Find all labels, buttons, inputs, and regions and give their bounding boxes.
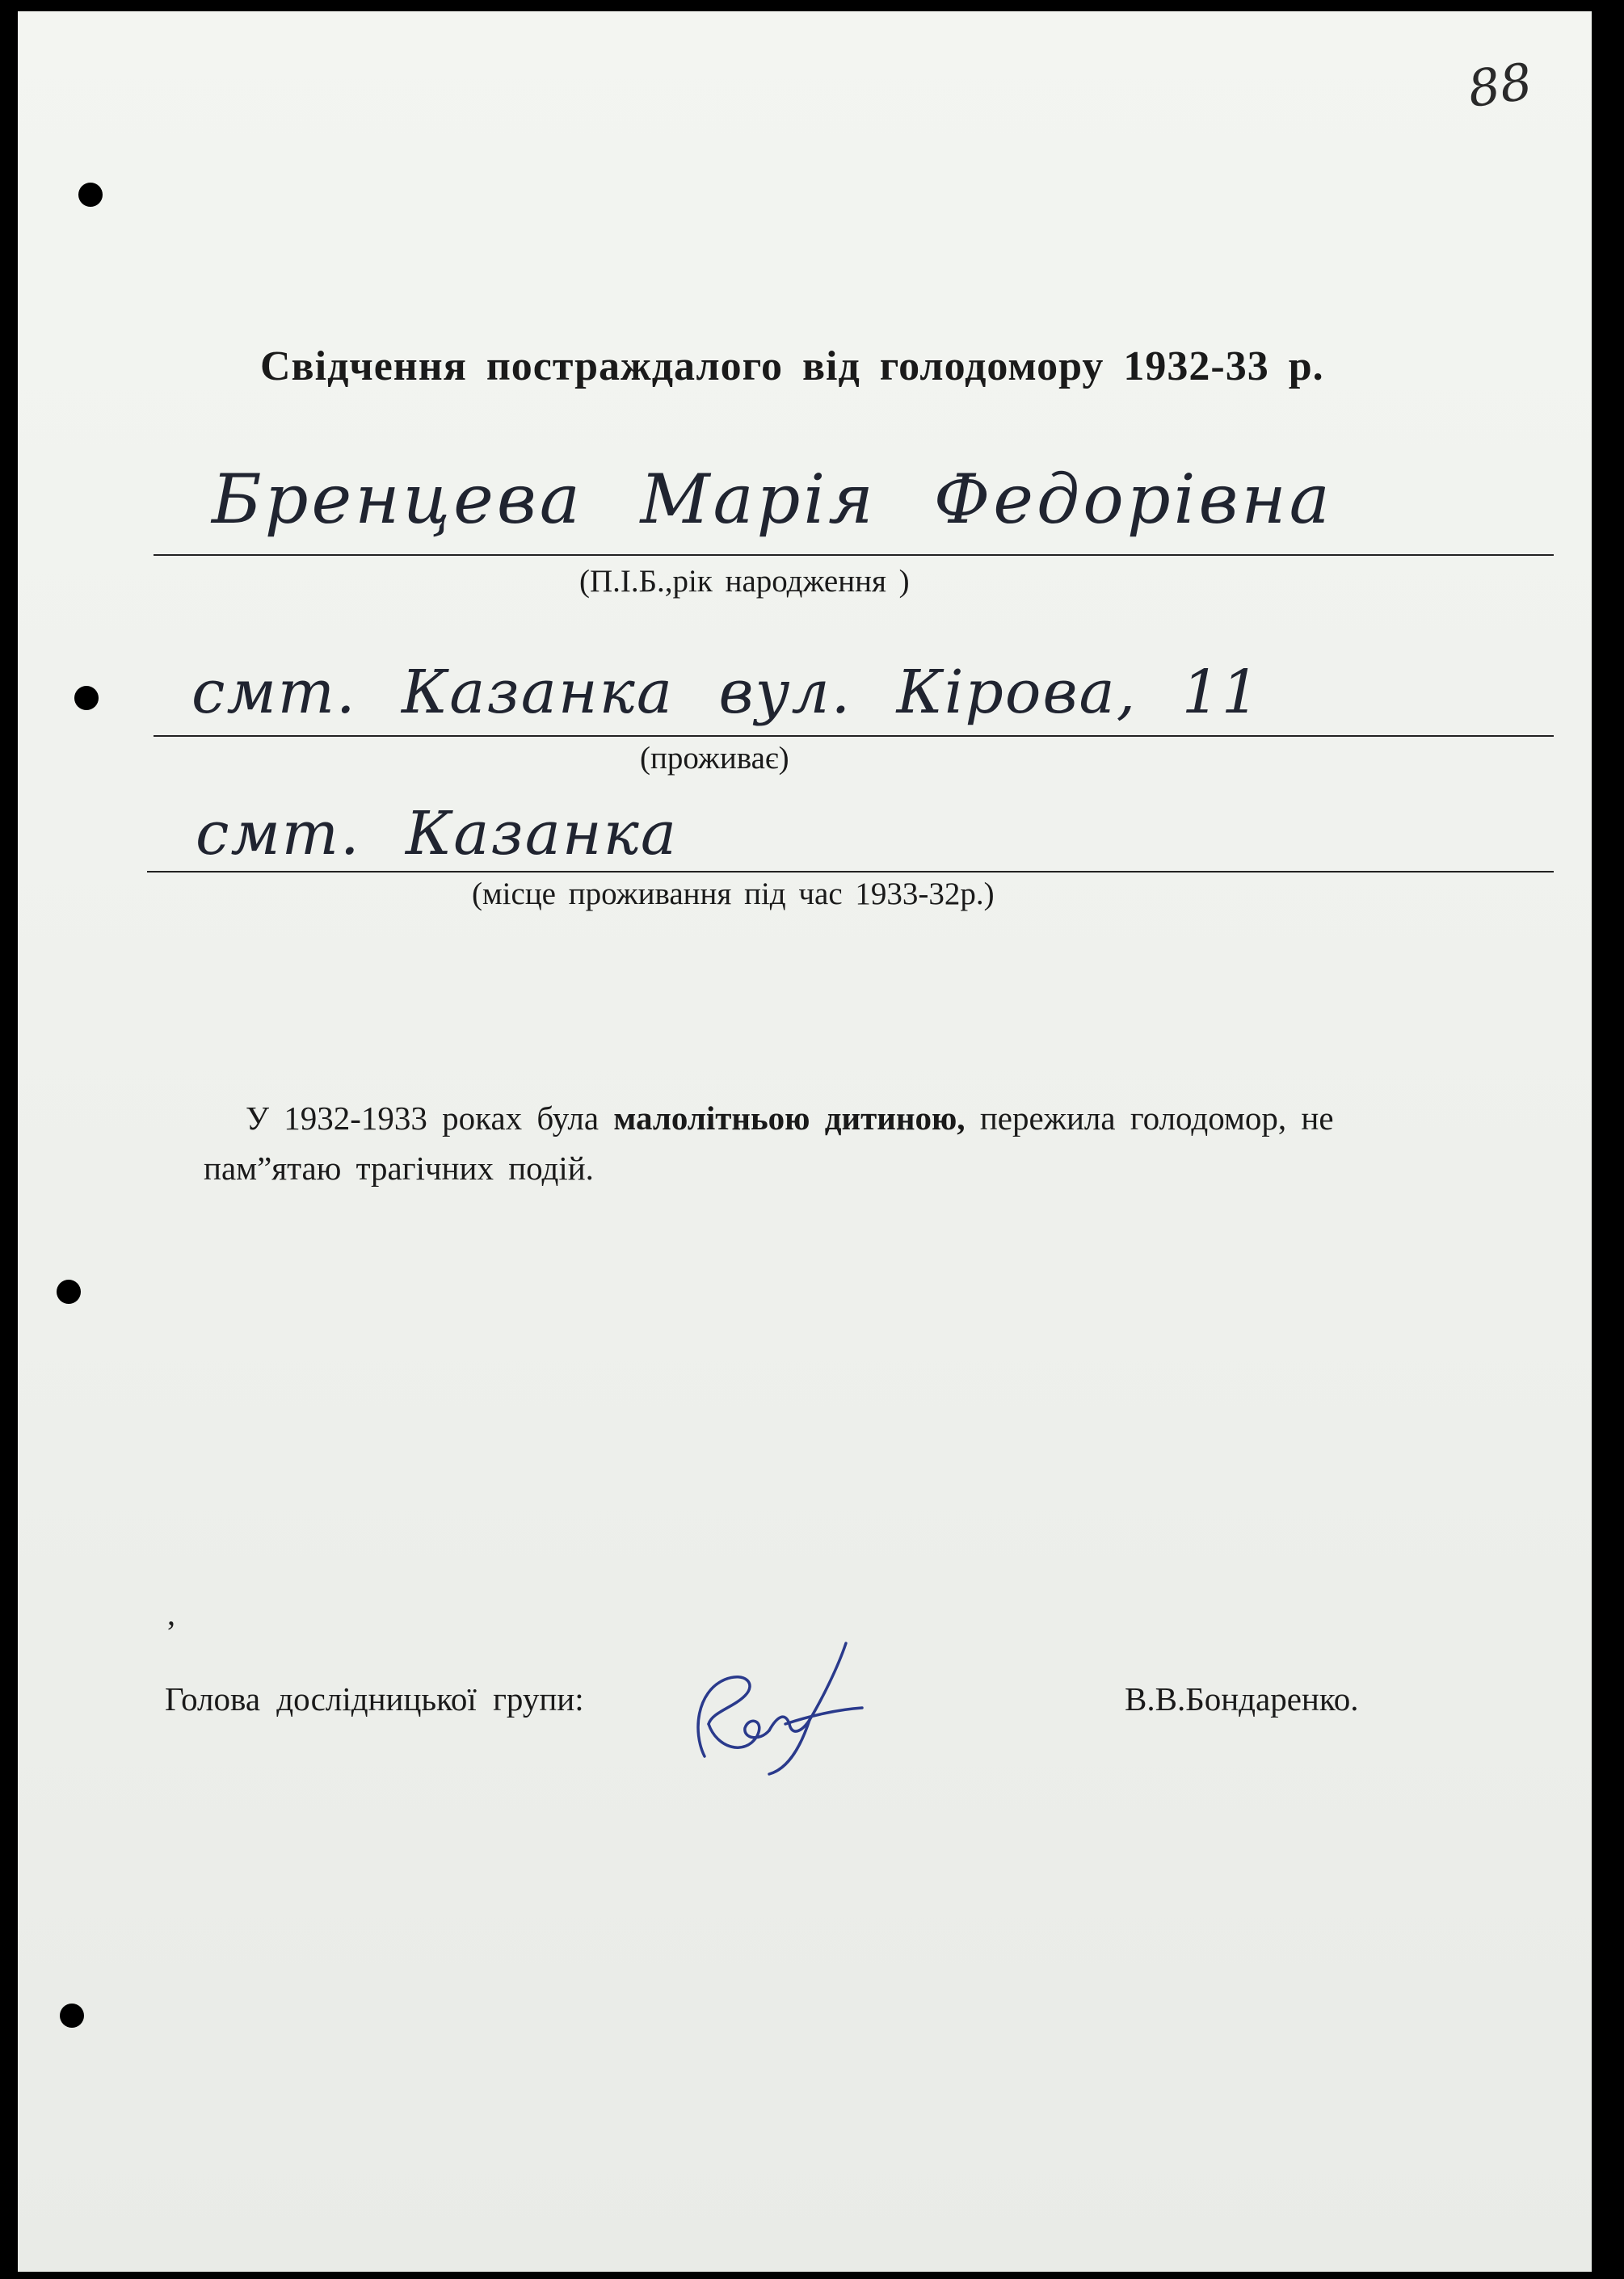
residence-1932-handwritten-value: смт. Казанка <box>196 799 678 868</box>
stray-mark: , <box>167 1596 175 1632</box>
punch-hole <box>78 183 103 207</box>
punch-hole <box>57 1280 81 1304</box>
name-field-caption: (П.І.Б.,рік народження ) <box>579 564 910 599</box>
page-number: 88 <box>1464 51 1536 120</box>
signer-name: В.В.Бондаренко. <box>1125 1680 1359 1718</box>
page-title: Свідчення постраждалого від голодомору 1932-33 р. <box>260 343 1324 389</box>
residence-1932-field-line <box>147 871 1554 872</box>
signature-text: Бог <box>680 1761 711 1781</box>
testimony-text-start: У 1932-1933 роках була <box>246 1100 614 1137</box>
punch-hole <box>60 2004 84 2028</box>
residence-handwritten-value: смт. Казанка вул. Кірова, 11 <box>191 658 1261 727</box>
testimony-paragraph <box>204 1094 1480 1193</box>
signature-image <box>680 1635 866 1781</box>
name-handwritten-value: Бренцева Марія Федорівна <box>212 460 1333 539</box>
testimony-emphasis: малолітньою дитиною, <box>613 1100 966 1137</box>
document-page <box>18 11 1592 2272</box>
residence-field-line <box>154 735 1554 737</box>
name-field-line <box>154 554 1554 556</box>
testimony-text-end: пережила голодомор, не пам”ятаю трагічних подій. <box>204 1100 1334 1187</box>
residence-field-caption: (проживає) <box>640 741 789 776</box>
residence-1932-field-caption: (місце проживання під час 1933-32р.) <box>472 877 995 911</box>
signature-label: Голова дослідницької групи: <box>165 1680 584 1718</box>
punch-hole <box>74 686 99 710</box>
